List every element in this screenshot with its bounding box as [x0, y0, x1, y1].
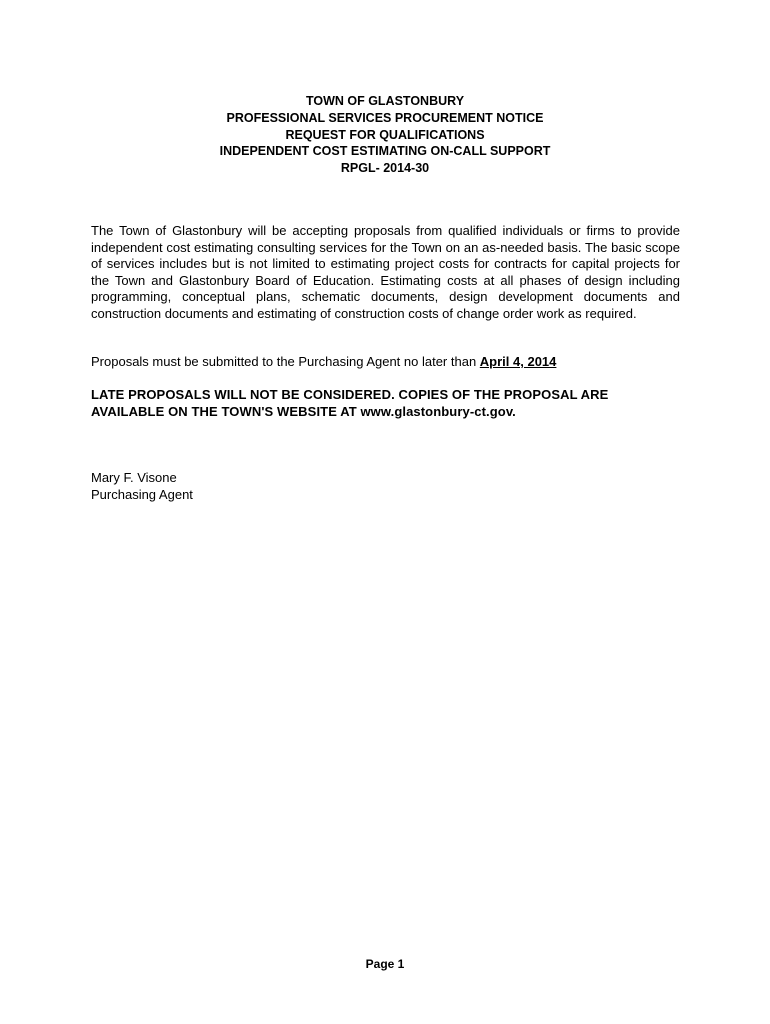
- signatory-title: Purchasing Agent: [91, 486, 193, 502]
- page-number: Page 1: [365, 957, 405, 971]
- deadline-paragraph: [91, 354, 680, 371]
- late-proposals-notice: LATE PROPOSALS WILL NOT BE CONSIDERED. COPIES OF THE PROPOSAL ARE AVAILABLE ON THE TOWN'S WEBSITE AT www.glastonbury-ct.gov.: [91, 387, 609, 419]
- notice-header: [0, 93, 770, 177]
- deadline-text: Proposals must be submitted to the Purchasing Agent no later than: [91, 354, 480, 369]
- header-reference-number: RPGL- 2014-30: [340, 161, 430, 176]
- header-notice-type: PROFESSIONAL SERVICES PROCUREMENT NOTICE: [226, 110, 544, 125]
- intro-paragraph: The Town of Glastonbury will be accepting proposals from qualified individuals or firms to provide independent cost estimating consulting services for the Town on an as-needed basis. The basic scope of services includes but is not limited to estimating project costs for contracts for capital projects for the Town and Glastonbury Board of Education. Estimating costs at all phases of design including programming, conceptual plans, schematic documents, design development documents and construction documents and estimating of construction costs of change order work as required.: [91, 223, 680, 321]
- signature-block: [91, 470, 193, 503]
- header-town: TOWN OF GLASTONBURY: [305, 94, 465, 108]
- header-request-type: REQUEST FOR QUALIFICATIONS: [285, 127, 485, 142]
- deadline-date: April 4, 2014: [479, 354, 557, 369]
- signatory-name: Mary F. Visone: [91, 470, 177, 485]
- header-project-title: INDEPENDENT COST ESTIMATING ON-CALL SUPPORT: [219, 144, 551, 159]
